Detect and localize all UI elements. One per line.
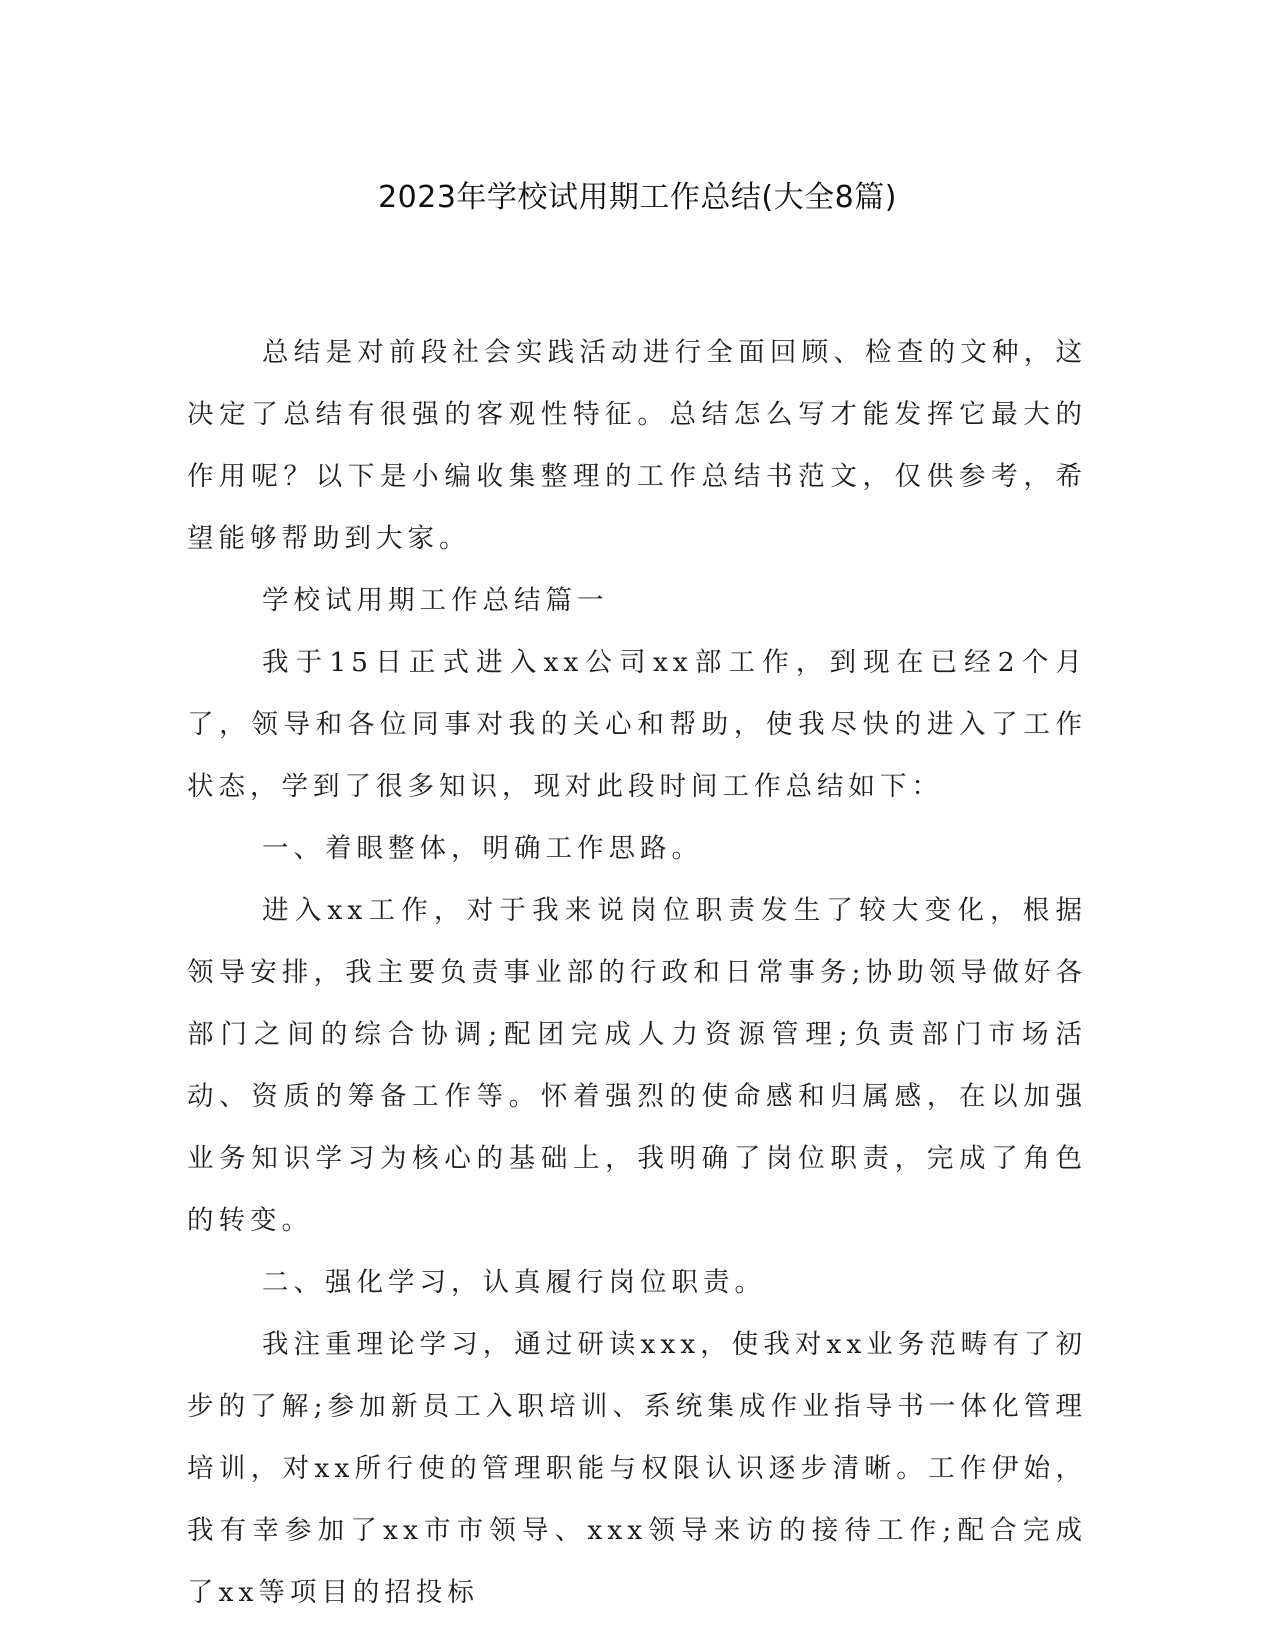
body-paragraph: 我于15日正式进入xx公司xx部工作，到现在已经2个月了，领导和各位同事对我的关心和帮助，使我尽快的进入了工作状态，学到了很多知识，现对此段时间工作总结如下： xyxy=(187,647,1087,802)
subsection-heading: 一、着眼整体，明确工作思路。 xyxy=(262,833,703,864)
body-paragraph: 进入xx工作，对于我来说岗位职责发生了较大变化，根据领导安排，我主要负责事业部的行政和日常事务;协助领导做好各部门之间的综合协调;配团完成人力资源管理;负责部门市场活动、资质的筹备工作等。怀着强烈的使命感和归属感，在以加强业务知识学习为核心的基础上，我明确了岗位职责，完成了角色的转变。 xyxy=(187,895,1087,1236)
body-paragraph: 我注重理论学习，通过研读xxx，使我对xx业务范畴有了初步的了解;参加新员工入职培训、系统集成作业指导书一体化管理培训，对xx所行使的管理职能与权限认识逐步清晰。工作伊始，我有幸参加了xx市市领导、xxx领导来访的接待工作;配合完成了xx等项目的招投标 xyxy=(187,1329,1087,1608)
document-title: 2023年学校试用期工作总结(大全8篇) xyxy=(378,180,897,215)
section-heading: 学校试用期工作总结篇一 xyxy=(262,585,609,616)
document-body xyxy=(187,322,1087,1624)
subsection-heading: 二、强化学习，认真履行岗位职责。 xyxy=(262,1267,766,1298)
intro-paragraph: 总结是对前段社会实践活动进行全面回顾、检查的文种，这决定了总结有很强的客观性特征。总结怎么写才能发挥它最大的作用呢？以下是小编收集整理的工作总结书范文，仅供参考，希望能够帮助到大家。 xyxy=(187,337,1087,554)
